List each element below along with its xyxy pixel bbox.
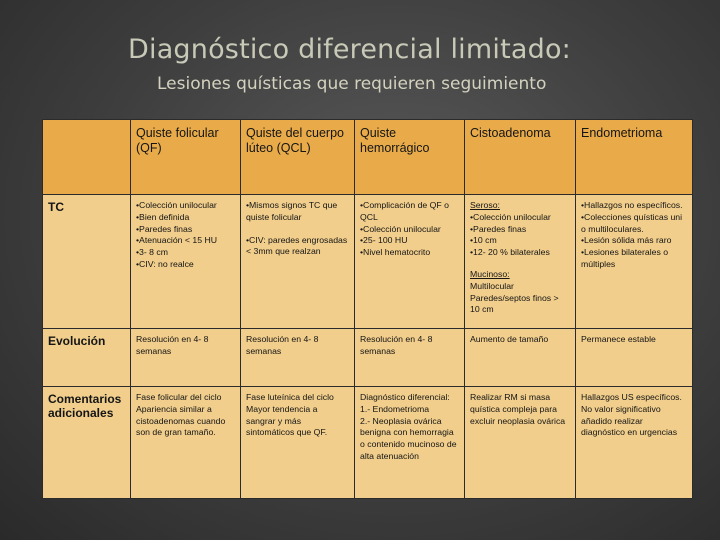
header-endometrioma: Endometrioma (576, 120, 693, 195)
cell-evolucion-hemorragico: Resolución en 4- 8 semanas (355, 329, 465, 387)
cell-evolucion-qcl: Resolución en 4- 8 semanas (241, 329, 355, 387)
cell-evolucion-qf: Resolución en 4- 8 semanas (131, 329, 241, 387)
cell-comentarios-cistoadenoma: Realizar RM si masa quística compleja para excluir neoplasia ovárica (465, 387, 576, 499)
cell-comentarios-endometrioma: Hallazgos US específicos. No valor significativo añadido realizar diagnóstico en urgencias (576, 387, 693, 499)
table-row-comentarios (43, 387, 693, 499)
cell-comentarios-hemorragico: Diagnóstico diferencial: 1.- Endometrioma 2.- Neoplasia ovárica benigna con hemorragia o contenido mucinoso de alta atenuación (355, 387, 465, 499)
header-empty (43, 120, 131, 195)
header-cistoadenoma: Cistoadenoma (465, 120, 576, 195)
cell-comentarios-qf: Fase folicular del ciclo Apariencia similar a cistoadenomas cuando son de gran tamaño. (131, 387, 241, 499)
cell-tc-qf: •Colección unilocular •Bien definida •Paredes finas •Atenuación < 15 HU •3- 8 cm •CIV: no realce (131, 195, 241, 329)
cell-tc-endometrioma: •Hallazgos no específicos. •Colecciones quísticas uni o multiloculares. •Lesión sólida más raro •Lesiones bilaterales o múltiples (576, 195, 693, 329)
row-label-tc: TC (43, 195, 131, 329)
cell-evolucion-endometrioma: Permanece estable (576, 329, 693, 387)
header-quiste-cuerpo-luteo: Quiste del cuerpo lúteo (QCL) (241, 120, 355, 195)
row-label-comentarios: Comentarios adicionales (43, 387, 131, 499)
differential-diagnosis-table (42, 119, 693, 499)
table-header-row (43, 120, 693, 195)
cell-tc-qcl: •Mismos signos TC que quiste folicular •CIV: paredes engrosadas < 3mm que realzan (241, 195, 355, 329)
cell-evolucion-cistoadenoma: Aumento de tamaño (465, 329, 576, 387)
cell-tc-cistoadenoma: Seroso: •Colección unilocular •Paredes finas •10 cm •12- 20 % bilaterales Mucinoso: Multilocular Paredes/septos finos > 10 cm (465, 195, 576, 329)
slide-subtitle: Lesiones quísticas que requieren seguimiento (157, 74, 547, 94)
header-quiste-folicular: Quiste folicular (QF) (131, 120, 241, 195)
slide-title: Diagnóstico diferencial limitado: (128, 34, 571, 65)
cell-comentarios-qcl: Fase luteínica del ciclo Mayor tendencia a sangrar y más sintomáticos que QF. (241, 387, 355, 499)
row-label-evolucion: Evolución (43, 329, 131, 387)
header-quiste-hemorragico: Quiste hemorrágico (355, 120, 465, 195)
cell-tc-hemorragico: •Complicación de QF o QCL •Colección unilocular •25- 100 HU •Nivel hematocrito (355, 195, 465, 329)
table-row-evolucion (43, 329, 693, 387)
table-row-tc (43, 195, 693, 329)
